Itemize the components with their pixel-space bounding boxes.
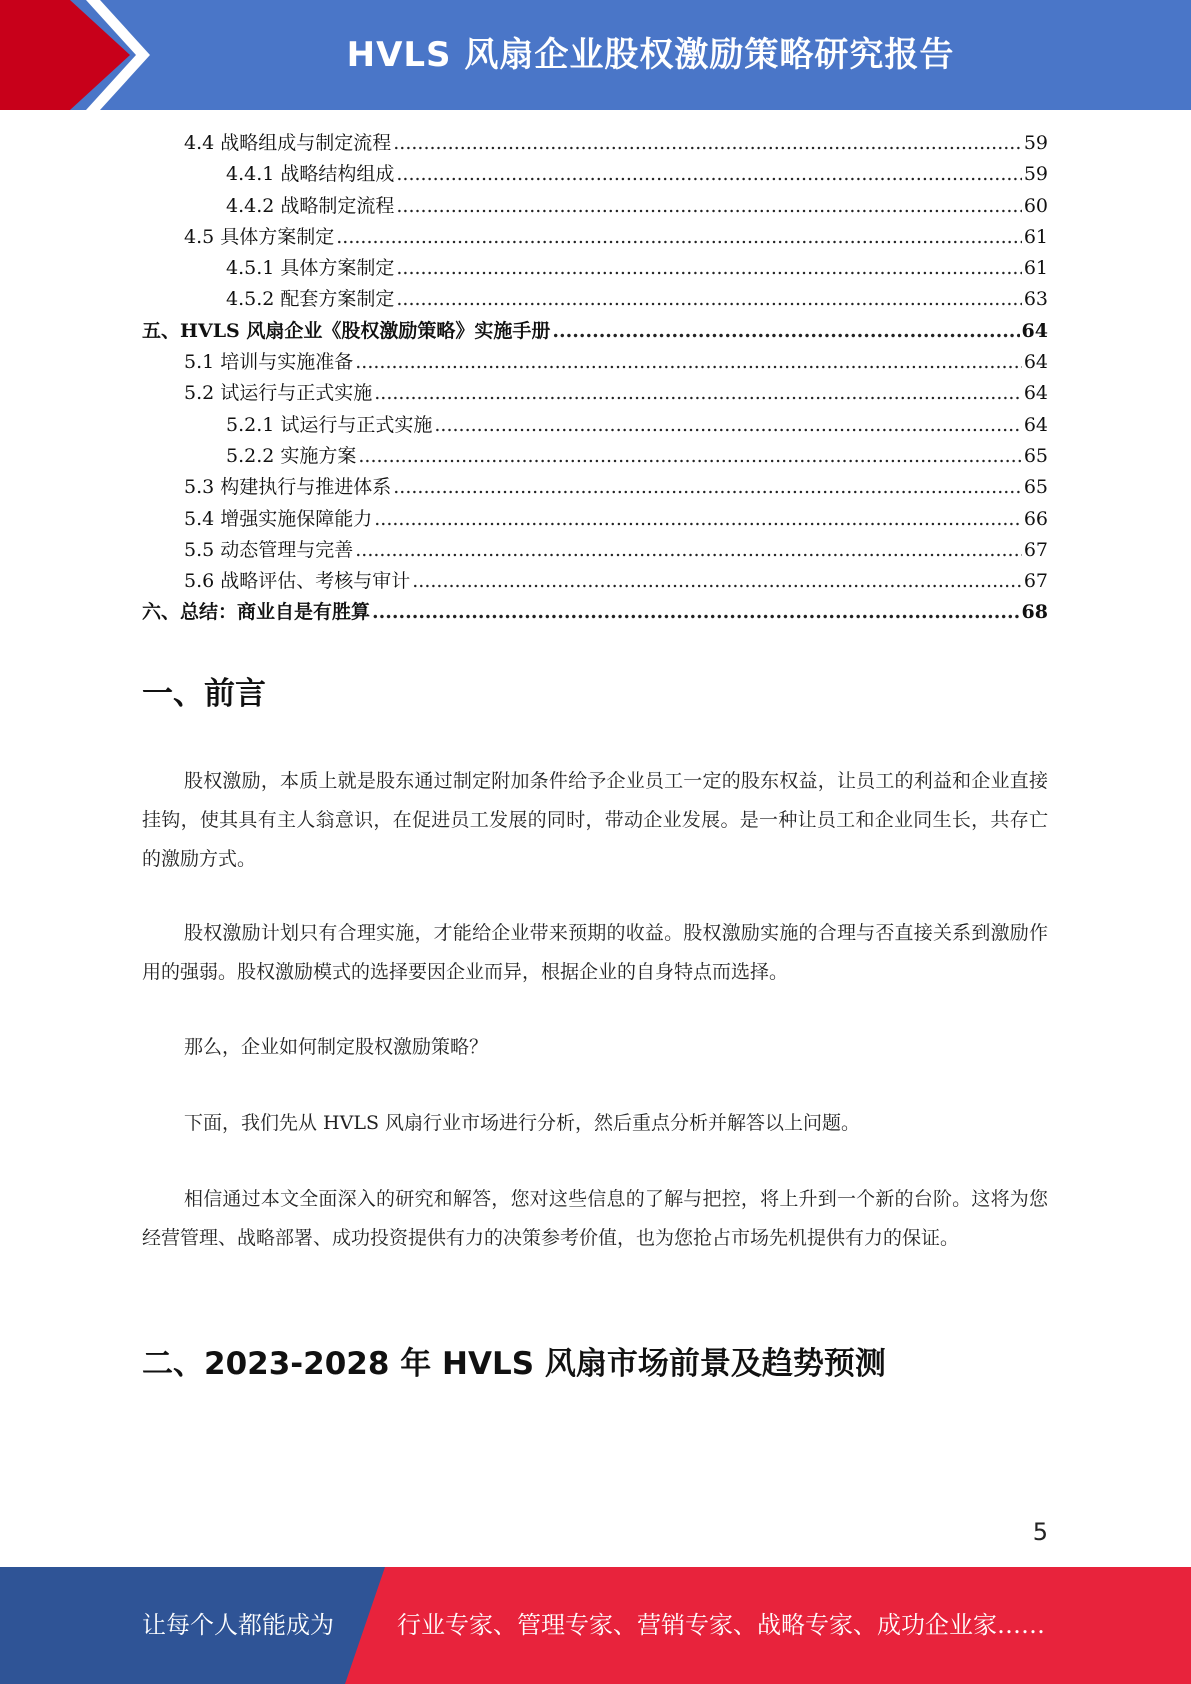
toc-dot-leader: [336, 226, 1022, 248]
toc-entry[interactable]: [142, 253, 1048, 284]
toc-entry-page: 68: [1021, 601, 1048, 624]
toc-entry-page: 61: [1023, 225, 1048, 248]
toc-entry-label: 5.1 培训与实施准备: [184, 351, 354, 374]
toc-entry-label: 4.5.2 配套方案制定: [226, 288, 395, 311]
toc-entry-label: 5.4 增强实施保障能力: [184, 507, 373, 530]
toc-entry-label: 5.2.1 试运行与正式实施: [226, 413, 433, 436]
toc-entry-page: 59: [1023, 132, 1048, 154]
paragraph: 那么，企业如何制定股权激励策略？: [184, 1036, 489, 1058]
toc-entry-label: 5.3 构建执行与推进体系: [184, 476, 392, 499]
toc-entry-label: 4.5 具体方案制定: [184, 225, 335, 248]
table-of-contents: [142, 128, 1048, 629]
page-footer: [0, 1567, 1191, 1684]
section-heading-market-forecast: 二、2023-2028 年 HVLS 风扇市场前景及趋势预测: [142, 1346, 886, 1382]
toc-entry-page: 63: [1023, 288, 1048, 311]
paragraph: 股权激励，本质上就是股东通过制定附加条件给予企业员工一定的股东权益，让员工的利益和企业直接挂钩，使其具有主人翁意识，在促进员工发展的同时，带动企业发展。是一种让员工和企业同生长，共存亡的激励方式。: [142, 770, 1048, 870]
toc-entry-label: 4.4.2 战略制定流程: [226, 194, 395, 217]
toc-entry[interactable]: [142, 284, 1048, 315]
footer-slogan-left: 让每个人都能成为: [142, 1611, 334, 1639]
toc-entry-label: 4.4.1 战略结构组成: [226, 163, 395, 186]
toc-entry[interactable]: [142, 472, 1048, 503]
paragraph: 相信通过本文全面深入的研究和解答，您对这些信息的了解与把控，将上升到一个新的台阶。这将为您经营管理、战略部署、成功投资提供有力的决策参考价值，也为您抢占市场先机提供有力的保证。: [142, 1188, 1048, 1249]
toc-entry-label: 5.6 战略评估、考核与审计: [184, 570, 411, 593]
toc-dot-leader: [434, 414, 1021, 436]
toc-dot-leader: [358, 445, 1021, 467]
toc-entry-page: 61: [1023, 257, 1048, 280]
toc-entry[interactable]: [142, 316, 1048, 347]
toc-dot-leader: [396, 288, 1021, 310]
toc-entry-page: 66: [1023, 507, 1048, 530]
toc-entry-label: 六、总结：商业自是有胜算: [142, 601, 371, 624]
toc-entry-page: 64: [1023, 351, 1048, 374]
toc-entry-page: 64: [1021, 319, 1048, 342]
toc-dot-leader: [393, 132, 1022, 154]
toc-dot-leader: [396, 195, 1021, 217]
toc-dot-leader: [396, 163, 1021, 185]
toc-entry-page: 59: [1023, 163, 1048, 186]
toc-entry[interactable]: [142, 128, 1048, 159]
toc-dot-leader: [552, 320, 1019, 342]
toc-entry[interactable]: [142, 347, 1048, 378]
toc-dot-leader: [396, 257, 1021, 279]
paragraph: 下面，我们先从 HVLS 风扇行业市场进行分析，然后重点分析并解答以上问题。: [184, 1112, 861, 1134]
toc-entry-label: 五、HVLS 风扇企业《股权激励策略》实施手册: [142, 319, 551, 342]
toc-dot-leader: [355, 351, 1022, 373]
toc-entry[interactable]: [142, 410, 1048, 441]
toc-entry[interactable]: [142, 159, 1048, 190]
toc-entry-label: 4.4 战略组成与制定流程: [184, 132, 392, 154]
toc-entry-label: 5.2 试运行与正式实施: [184, 382, 373, 405]
toc-dot-leader: [393, 476, 1022, 498]
toc-entry-page: 67: [1023, 570, 1048, 593]
toc-entry-page: 64: [1023, 413, 1048, 436]
toc-dot-leader: [374, 508, 1022, 530]
toc-entry[interactable]: [142, 378, 1048, 409]
page-number: 5: [1032, 1518, 1048, 1546]
toc-entry-page: 64: [1023, 382, 1048, 405]
toc-entry[interactable]: [142, 441, 1048, 472]
toc-dot-leader: [374, 382, 1022, 404]
header-title: HVLS 风扇企业股权激励策略研究报告: [346, 35, 955, 75]
toc-entry[interactable]: [142, 222, 1048, 253]
section-heading-preface: 一、前言: [142, 676, 266, 712]
toc-dot-leader: [355, 539, 1022, 561]
toc-entry[interactable]: [142, 504, 1048, 535]
toc-entry-label: 4.5.1 具体方案制定: [226, 257, 395, 280]
toc-entry-page: 67: [1023, 538, 1048, 561]
toc-entry-page: 60: [1023, 194, 1048, 217]
toc-dot-leader: [412, 570, 1022, 592]
toc-entry-page: 65: [1023, 444, 1048, 467]
paragraph: 股权激励计划只有合理实施，才能给企业带来预期的收益。股权激励实施的合理与否直接关系到激励作用的强弱。股权激励模式的选择要因企业而异，根据企业的自身特点而选择。: [142, 922, 1048, 983]
toc-entry-label: 5.2.2 实施方案: [226, 444, 357, 467]
toc-dot-leader: [372, 601, 1020, 623]
page-header: [0, 0, 1191, 110]
toc-entry[interactable]: [142, 566, 1048, 597]
toc-entry[interactable]: [142, 597, 1048, 628]
header-arrow-decoration: [0, 0, 160, 110]
toc-entry[interactable]: [142, 191, 1048, 222]
toc-entry[interactable]: [142, 535, 1048, 566]
toc-entry-page: 65: [1023, 476, 1048, 499]
toc-entry-label: 5.5 动态管理与完善: [184, 538, 354, 561]
footer-slogan-right: 行业专家、管理专家、营销专家、战略专家、成功企业家……: [397, 1611, 1045, 1639]
